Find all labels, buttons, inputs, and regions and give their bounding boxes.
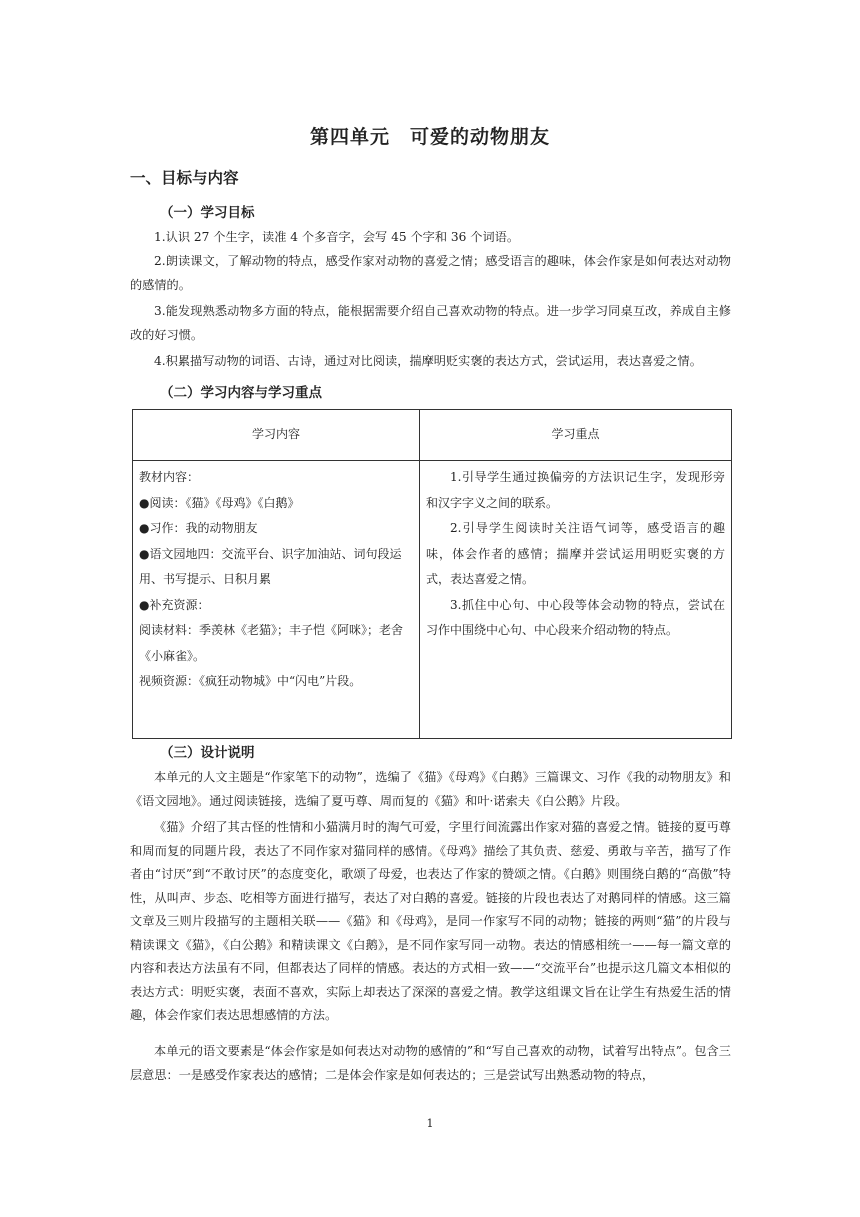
goal-item-3: 3.能发现熟悉动物多方面的特点，能根据需要介绍自己喜欢动物的特点。进一步学习同桌互改，养成自主修改的好习惯。 bbox=[130, 304, 731, 342]
table-header-focus: 学习重点 bbox=[420, 410, 732, 461]
content-line: 视频资源：《疯狂动物城》中“闪电”片段。 bbox=[139, 674, 362, 688]
content-line: ●阅读：《猫》《母鸡》《白鹅》 bbox=[139, 495, 300, 510]
content-line: 阅读材料：季羡林《老猫》；丰子恺《阿咪》；老舍《小麻雀》。 bbox=[139, 623, 404, 663]
content-line: 教材内容： bbox=[139, 470, 200, 484]
subheading-design-notes: （三）设计说明 bbox=[160, 745, 255, 761]
table-cell-focus bbox=[420, 461, 732, 739]
design-paragraph-2: 《猫》介绍了其古怪的性情和小猫满月时的淘气可爱，字里行间流露出作家对猫的喜爱之情。链接的夏丏尊和周而复的同题片段，表达了不同作家对猫同样的感情。《母鸡》描绘了其负责、慈爱、勇敢与辛苦，描写了作者由“讨厌”到“不敢讨厌”的态度变化，歌颂了母爱，也表达了作家的赞颂之情。《白鹅》则围绕白鹅的“高傲”特性，从叫声、步态、吃相等方面进行描写，表达了对白鹅的喜爱。链接的片段也表达了对鹅同样的情感。这三篇文章及三则片段描写的主题相关联——《猫》和《母鸡》，是同一作家写不同的动物；链接的两则“猫”的片段与精读课文《猫》，《白公鹅》和精读课文《白鹅》，是不同作家写同一动物。表达的情感相统一——每一篇文章的内容和表达方法虽有不同，但都表达了同样的情感。表达的方式相一致——“交流平台”也提示这几篇文本相似的表达方式：明贬实褒，表面不喜欢，实际上却表达了深深的喜爱之情。教学这组课文旨在让学生有热爱生活的情趣，体会作家们表达思想感情的方法。 bbox=[130, 820, 731, 1022]
design-paragraph-3: 本单元的语文要素是“体会作家是如何表达对动物的感情的”和“写自己喜欢的动物，试着写出特点”。包含三层意思：一是感受作家表达的感情；二是体会作家是如何表达的；三是尝试写出熟悉动物的特点， bbox=[130, 1044, 731, 1082]
focus-item-3: 3.抓住中心句、中心段等体会动物的特点，尝试在习作中围绕中心句、中心段来介绍动物的特点。 bbox=[426, 597, 725, 637]
content-focus-table bbox=[132, 409, 732, 739]
table-header-content: 学习内容 bbox=[133, 410, 420, 461]
content-line: ●补充资源： bbox=[139, 597, 210, 612]
design-paragraph-1: 本单元的人文主题是“作家笔下的动物”，选编了《猫》《母鸡》《白鹅》三篇课文、习作《我的动物朋友》和《语文园地》。通过阅读链接，选编了夏丏尊、周而复的《猫》和叶·诺索夫《白公鹅》片段。 bbox=[130, 770, 731, 808]
focus-item-1: 1.引导学生通过换偏旁的方法识记生字，发现形旁和汉字字义之间的联系。 bbox=[426, 470, 725, 510]
section-heading-goals-content: 一、目标与内容 bbox=[130, 169, 239, 187]
goal-item-4: 4.积累描写动物的词语、古诗，通过对比阅读，揣摩明贬实褒的表达方式，尝试运用，表达喜爱之情。 bbox=[154, 354, 702, 368]
goal-item-1: 1.认识 27 个生字，读准 4 个多音字，会写 45 个字和 36 个词语。 bbox=[154, 230, 520, 244]
goal-item-2: 2.朗读课文，了解动物的特点，感受作家对动物的喜爱之情；感受语言的趣味，体会作家是如何表达对动物的感情的。 bbox=[130, 254, 731, 292]
content-line: ●语文园地四：交流平台、识字加油站、词句段运用、书写提示、日积月累 bbox=[139, 546, 402, 586]
subheading-learning-goals: （一）学习目标 bbox=[160, 205, 255, 221]
page-title: 第四单元 可爱的动物朋友 bbox=[309, 126, 550, 148]
table-cell-content bbox=[133, 461, 420, 739]
content-line: ●习作：我的动物朋友 bbox=[139, 521, 258, 535]
focus-item-2: 2.引导学生阅读时关注语气词等，感受语言的趣味，体会作者的感情；揣摩并尝试运用明贬实褒的方式，表达喜爱之情。 bbox=[426, 521, 725, 586]
page-number: 1 bbox=[426, 1117, 434, 1130]
subheading-content-focus: （二）学习内容与学习重点 bbox=[160, 385, 322, 401]
